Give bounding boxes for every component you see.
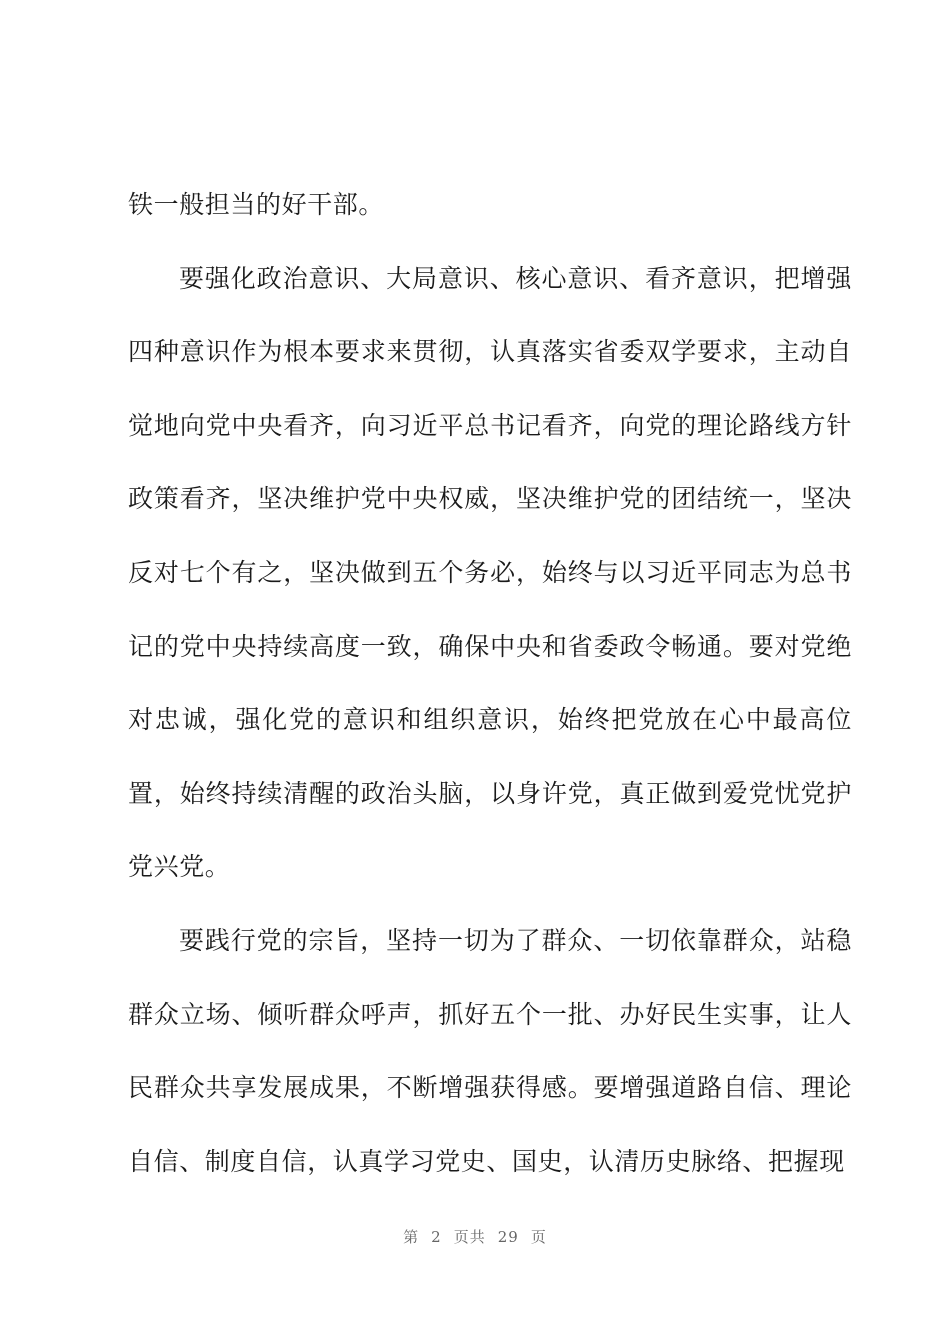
footer-page-number: 2: [431, 1228, 442, 1246]
paragraph-2: 要强化政治意识、大局意识、核心意识、看齐意识，把增强四种意识作为根本要求来贯彻，认真落实省委双学要求，主动自觉地向党中央看齐，向习近平总书记看齐，向党的理论路线方针政策看齐，坚决维护党中央权威，坚决维护党的团结统一，坚决反对七个有之，坚决做到五个务必，始终与以习近平同志为总书记的党中央持续高度一致，确保中央和省委政令畅通。要对党绝对忠诚，强化党的意识和组织意识，始终把党放在心中最高位置，始终持续清醒的政治头脑，以身许党，真正做到爱党忧党护党兴党。: [128, 263, 852, 882]
footer-prefix: 第: [403, 1228, 420, 1246]
footer-total-pages: 29: [497, 1228, 519, 1246]
paragraph-1: 铁一般担当的好干部。: [128, 190, 385, 219]
document-body: [128, 168, 852, 1198]
footer-suffix: 页: [530, 1228, 547, 1246]
paragraph-3: 要践行党的宗旨，坚持一切为了群众、一切依靠群众，站稳群众立场、倾听群众呼声，抓好五个一批、办好民生实事，让人民群众共享发展成果，不断增强获得感。要增强道路自信、理论自信、制度自信，认真学习党史、国史，认清历史脉络、把握现: [128, 925, 852, 1176]
page-footer: [0, 1226, 950, 1247]
footer-middle: 页共: [453, 1228, 486, 1246]
